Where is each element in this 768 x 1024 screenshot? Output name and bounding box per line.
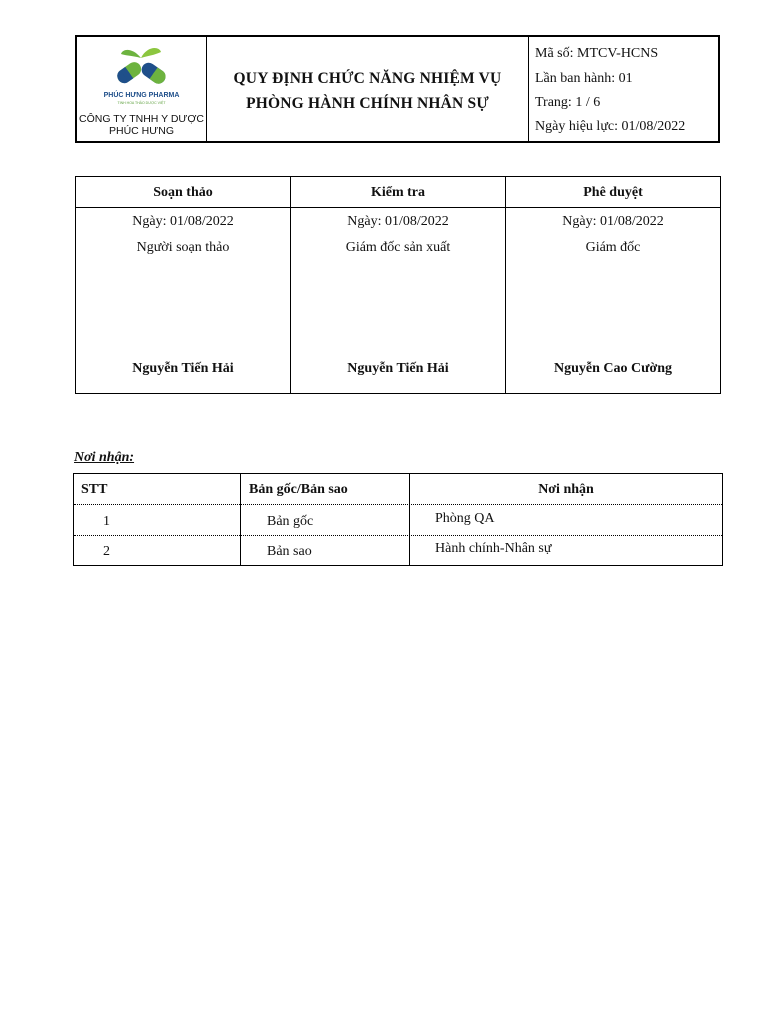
logo-brand-mark: PHÚC HƯNG PHARMA — [103, 92, 180, 99]
table-header-row — [74, 474, 722, 505]
approval-column-checked — [291, 177, 506, 393]
table-row — [74, 536, 722, 565]
meta-cell — [529, 37, 718, 141]
approval-signer-name: Nguyễn Tiến Hải — [132, 361, 234, 376]
approval-column-drafted — [76, 177, 291, 393]
distribution-table — [73, 473, 723, 566]
document-code: Mã số: MTCV-HCNS — [535, 46, 659, 61]
header-recipient: Nơi nhận — [538, 482, 594, 497]
approval-header: Kiểm tra — [291, 177, 505, 208]
approval-role: Giám đốc — [585, 240, 641, 255]
company-name: CÔNG TY TNHH Y DƯỢC PHÚC HƯNG — [79, 113, 204, 137]
title-cell — [207, 37, 529, 141]
effective-date: Ngày hiệu lực: 01/08/2022 — [535, 119, 686, 134]
header-copy-type: Bản gốc/Bản sao — [249, 482, 348, 497]
approval-header: Phê duyệt — [506, 177, 720, 208]
page-number: Trang: 1 / 6 — [535, 95, 601, 110]
row-stt: 2 — [103, 544, 110, 559]
row-copy-type: Bản sao — [267, 544, 312, 559]
table-row — [74, 505, 722, 536]
row-recipient: Hành chính-Nhân sự — [435, 541, 552, 556]
approval-header: Soạn thảo — [76, 177, 290, 208]
issue-number: Lần ban hành: 01 — [535, 71, 633, 86]
logo-tagline: TINH HOA THẢO DƯỢC VIỆT — [117, 101, 166, 105]
row-recipient: Phòng QA — [435, 511, 495, 526]
row-copy-type: Bản gốc — [267, 514, 314, 529]
recipients-label: Nơi nhận: — [74, 450, 135, 465]
approval-signer-name: Nguyễn Cao Cường — [553, 361, 673, 376]
header-stt: STT — [81, 482, 108, 497]
row-stt: 1 — [103, 514, 110, 529]
approval-date: Ngày: 01/08/2022 — [562, 214, 664, 229]
approval-table — [75, 176, 721, 394]
approval-column-approved — [506, 177, 720, 393]
document-title-line1: QUY ĐỊNH CHỨC NĂNG NHIỆM VỤ — [233, 70, 502, 87]
approval-role: Người soạn thảo — [136, 240, 230, 255]
approval-date: Ngày: 01/08/2022 — [132, 214, 234, 229]
logo-cell — [77, 37, 207, 141]
approval-date: Ngày: 01/08/2022 — [347, 214, 449, 229]
company-logo-icon — [105, 44, 177, 90]
approval-signer-name: Nguyễn Tiến Hải — [347, 361, 449, 376]
approval-role: Giám đốc sản xuất — [345, 240, 451, 255]
document-header — [75, 35, 720, 143]
document-title-line2: PHÒNG HÀNH CHÍNH NHÂN SỰ — [246, 95, 489, 112]
